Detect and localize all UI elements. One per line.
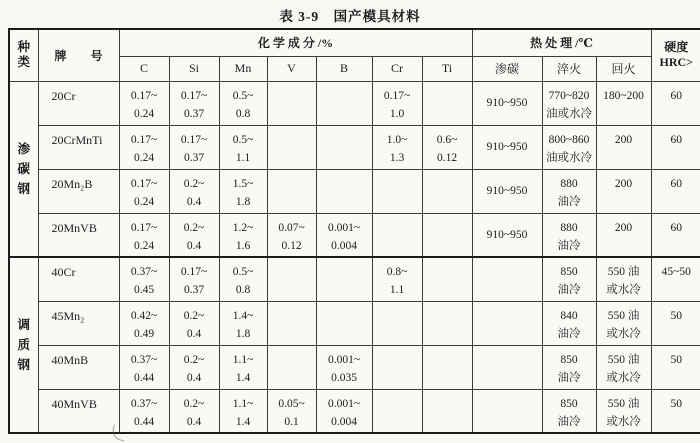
cr-cell: [372, 345, 422, 389]
ti-cell: [422, 169, 472, 213]
header-quench: 淬火: [542, 56, 596, 81]
hardness-cell: 60: [651, 81, 700, 125]
table-row: [9, 81, 700, 125]
quench-cell: 770~820 油或水冷: [542, 81, 596, 125]
header-hardness-line: HRC>: [659, 55, 694, 70]
header-element-c: C: [119, 56, 169, 81]
quench-cell: 880 油冷: [542, 169, 596, 213]
v-cell: [267, 345, 316, 389]
b-cell: [316, 125, 372, 169]
mn-cell: 0.5~ 0.8: [219, 257, 267, 301]
header-temper: 回火: [596, 56, 651, 81]
grade-cell: 40MnB: [38, 345, 119, 389]
ti-cell: [422, 301, 472, 345]
quench-cell: 850 油冷: [542, 257, 596, 301]
temper-cell: 550 油 或水冷: [596, 301, 651, 345]
b-cell: 0.001~ 0.004: [316, 213, 372, 257]
v-cell: [267, 257, 316, 301]
header-kind: [9, 29, 38, 81]
temper-cell: 550 油 或水冷: [596, 257, 651, 301]
materials-table: [8, 28, 700, 434]
b-cell: [316, 169, 372, 213]
grade-cell: 20CrMnTi: [38, 125, 119, 169]
quench-cell: 880 油冷: [542, 213, 596, 257]
si-cell: 0.2~ 0.4: [169, 345, 219, 389]
table-row: [9, 345, 700, 389]
ti-cell: [422, 345, 472, 389]
v-cell: [267, 125, 316, 169]
header-chemical-composition: 化 学 成 分 /%: [119, 29, 472, 56]
table-row: [9, 301, 700, 345]
c-cell: 0.37~ 0.45: [119, 257, 169, 301]
kind-group-label: 调 质 钢: [9, 257, 38, 433]
header-carburize: 渗碳: [472, 56, 542, 81]
grade-cell: 20Mn₂B: [38, 169, 119, 213]
v-cell: [267, 301, 316, 345]
hardness-cell: 45~50: [651, 257, 700, 301]
mn-cell: 1.4~ 1.8: [219, 301, 267, 345]
v-cell: 0.05~ 0.1: [267, 389, 316, 433]
header-hardness-line: 硬度: [664, 40, 689, 55]
table-row: [9, 125, 700, 169]
c-cell: 0.17~ 0.24: [119, 81, 169, 125]
c-cell: 0.17~ 0.24: [119, 169, 169, 213]
quench-cell: 850 油冷: [542, 389, 596, 433]
hardness-cell: 60: [651, 125, 700, 169]
cr-cell: 0.17~ 1.0: [372, 81, 422, 125]
table-row: [9, 257, 700, 301]
carburize-cell: [472, 301, 542, 345]
mn-cell: 0.5~ 1.1: [219, 125, 267, 169]
carburize-cell: 910~950: [472, 169, 542, 213]
cr-cell: [372, 213, 422, 257]
header-heat-treatment: 热 处 理 /℃: [472, 29, 651, 56]
carburize-cell: 910~950: [472, 213, 542, 257]
quench-cell: 850 油冷: [542, 345, 596, 389]
carburize-cell: 910~950: [472, 81, 542, 125]
carburize-cell: 910~950: [472, 125, 542, 169]
grade-cell: 45Mn₂: [38, 301, 119, 345]
temper-cell: 180~200: [596, 81, 651, 125]
ti-cell: [422, 257, 472, 301]
temper-cell: 200: [596, 213, 651, 257]
cr-cell: 1.0~ 1.3: [372, 125, 422, 169]
si-cell: 0.17~ 0.37: [169, 125, 219, 169]
b-cell: [316, 301, 372, 345]
hardness-cell: 60: [651, 213, 700, 257]
si-cell: 0.2~ 0.4: [169, 213, 219, 257]
hardness-cell: 50: [651, 389, 700, 433]
quench-cell: 840 油冷: [542, 301, 596, 345]
grade-cell: 40MnVB: [38, 389, 119, 433]
ti-cell: 0.6~ 0.12: [422, 125, 472, 169]
c-cell: 0.42~ 0.49: [119, 301, 169, 345]
b-cell: 0.001~ 0.004: [316, 389, 372, 433]
v-cell: [267, 81, 316, 125]
temper-cell: 200: [596, 125, 651, 169]
si-cell: 0.2~ 0.4: [169, 301, 219, 345]
cr-cell: [372, 169, 422, 213]
header-kind-line: 类: [17, 55, 30, 70]
table-body: [9, 81, 700, 433]
mn-cell: 1.1~ 1.4: [219, 389, 267, 433]
si-cell: 0.2~ 0.4: [169, 389, 219, 433]
carburize-cell: [472, 257, 542, 301]
header-grade: 牌 号: [38, 29, 119, 81]
grade-cell: 20Cr: [38, 81, 119, 125]
mn-cell: 1.2~ 1.6: [219, 213, 267, 257]
header-element-v: V: [267, 56, 316, 81]
table-row: [9, 169, 700, 213]
grade-cell: 20MnVB: [38, 213, 119, 257]
si-cell: 0.2~ 0.4: [169, 169, 219, 213]
cr-cell: [372, 301, 422, 345]
header-element-cr: Cr: [372, 56, 422, 81]
mn-cell: 1.5~ 1.8: [219, 169, 267, 213]
kind-group-label: 渗 碳 钢: [9, 81, 38, 257]
header-element-si: Si: [169, 56, 219, 81]
c-cell: 0.37~ 0.44: [119, 345, 169, 389]
cr-cell: [372, 389, 422, 433]
header-hardness: [651, 29, 700, 81]
b-cell: [316, 257, 372, 301]
mn-cell: 0.5~ 0.8: [219, 81, 267, 125]
hardness-cell: 60: [651, 169, 700, 213]
carburize-cell: [472, 345, 542, 389]
v-cell: 0.07~ 0.12: [267, 213, 316, 257]
c-cell: 0.17~ 0.24: [119, 125, 169, 169]
header-kind-line: 种: [17, 40, 30, 55]
si-cell: 0.17~ 0.37: [169, 81, 219, 125]
ti-cell: [422, 81, 472, 125]
ti-cell: [422, 213, 472, 257]
grade-cell: 40Cr: [38, 257, 119, 301]
ti-cell: [422, 389, 472, 433]
si-cell: 0.17~ 0.37: [169, 257, 219, 301]
v-cell: [267, 169, 316, 213]
temper-cell: 200: [596, 169, 651, 213]
c-cell: 0.17~ 0.24: [119, 213, 169, 257]
b-cell: 0.001~ 0.035: [316, 345, 372, 389]
hardness-cell: 50: [651, 345, 700, 389]
temper-cell: 550 油 或水冷: [596, 345, 651, 389]
header-element-ti: Ti: [422, 56, 472, 81]
header-element-b: B: [316, 56, 372, 81]
carburize-cell: [472, 389, 542, 433]
table-row: [9, 213, 700, 257]
b-cell: [316, 81, 372, 125]
header-element-mn: Mn: [219, 56, 267, 81]
hardness-cell: 50: [651, 301, 700, 345]
quench-cell: 800~860 油或水冷: [542, 125, 596, 169]
c-cell: 0.37~ 0.44: [119, 389, 169, 433]
mn-cell: 1.1~ 1.4: [219, 345, 267, 389]
table-title: 表 3-9 国产模具材料: [279, 9, 421, 24]
scan-artifact-mark: [111, 425, 128, 442]
temper-cell: 550 油 或水冷: [596, 389, 651, 433]
cr-cell: 0.8~ 1.1: [372, 257, 422, 301]
